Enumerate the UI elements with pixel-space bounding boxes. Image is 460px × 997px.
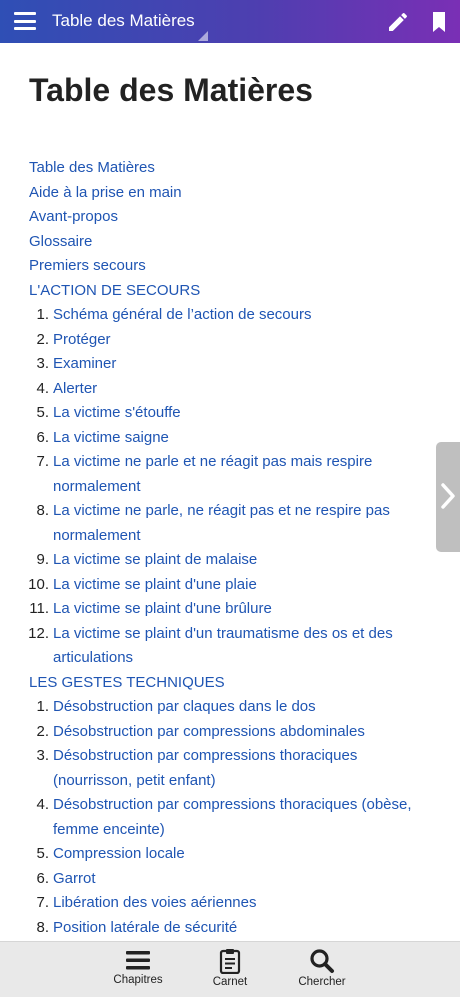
list-item[interactable]: 9. La victime se plaint de malaise [36, 551, 258, 568]
toc-link[interactable]: Glossaire [29, 232, 93, 250]
toc-link[interactable]: Avant-propos [29, 208, 118, 225]
list-item[interactable]: 7. La victime ne parle et ne réagit pas mais respire normalement [36, 453, 373, 495]
list-item[interactable]: 4. Désobstruction par compressions thoraciques (obèse, femme enceinte) [36, 796, 412, 838]
header-corner-decoration [198, 31, 208, 41]
list-item[interactable]: 12. La victime se plaint d'un traumatisme des os et des articulations [28, 624, 393, 666]
list-item[interactable]: 1. Désobstruction par claques dans le dos [36, 698, 316, 715]
pencil-icon[interactable] [386, 10, 410, 34]
list-item[interactable]: 6. La victime saigne [36, 428, 169, 446]
section-link-gestes-techniques[interactable]: LES GESTES TECHNIQUES [29, 673, 225, 691]
list-item[interactable]: 6. Garrot [36, 869, 96, 887]
list-icon [125, 948, 151, 972]
section-link-action-de-secours[interactable]: L'ACTION DE SECOURS [29, 281, 201, 299]
nav-tab-chapitres[interactable] [98, 948, 178, 986]
list-item[interactable]: 3. Désobstruction par compressions thoraciques (nourrisson, petit enfant) [36, 747, 358, 789]
toc-link[interactable]: Aide à la prise en main [29, 183, 182, 201]
next-page-tab[interactable] [436, 442, 460, 552]
app-bar [0, 0, 460, 43]
clipboard-icon [219, 948, 241, 974]
list-item[interactable]: 11. La victime se plaint d'une brûlure [29, 600, 272, 617]
nav-tab-chercher[interactable] [282, 948, 362, 988]
nav-label: Chercher [298, 976, 346, 988]
list-item[interactable]: 4. Alerter [36, 379, 98, 397]
section-list-action [29, 303, 429, 671]
list-item[interactable]: 5. La victime s'étouffe [36, 404, 181, 421]
app-bar-title: Table des Matières [52, 11, 195, 30]
bookmark-icon[interactable] [431, 12, 447, 32]
search-icon [309, 948, 335, 974]
nav-label: Carnet [212, 976, 248, 988]
nav-tab-carnet[interactable] [190, 948, 270, 988]
list-item[interactable]: 3. Examiner [36, 355, 117, 372]
hamburger-icon[interactable] [14, 12, 36, 30]
page-title: Table des Matières [29, 72, 313, 108]
toc-link[interactable]: Premiers secours [29, 257, 146, 274]
list-item[interactable]: 8. La victime ne parle, ne réagit pas et ne respire pas normalement [36, 502, 390, 544]
list-item[interactable]: 10. La victime se plaint d'une plaie [28, 575, 257, 593]
list-item[interactable]: 5. Compression locale [36, 845, 185, 862]
list-item[interactable]: 1. Schéma général de l’action de secours [36, 306, 312, 323]
nav-label: Chapitres [113, 974, 163, 986]
bottom-navigation [0, 941, 460, 997]
list-item[interactable]: 2. Désobstruction par compressions abdominales [36, 722, 365, 740]
toc-list [29, 156, 429, 940]
list-item[interactable]: 2. Protéger [36, 330, 111, 348]
chevron-right-icon [440, 482, 456, 510]
toc-link[interactable]: Table des Matières [29, 159, 155, 176]
section-list-gestes [29, 695, 429, 940]
list-item[interactable]: 7. Libération des voies aériennes [36, 894, 257, 911]
list-item[interactable]: 8. Position latérale de sécurité [36, 918, 238, 936]
